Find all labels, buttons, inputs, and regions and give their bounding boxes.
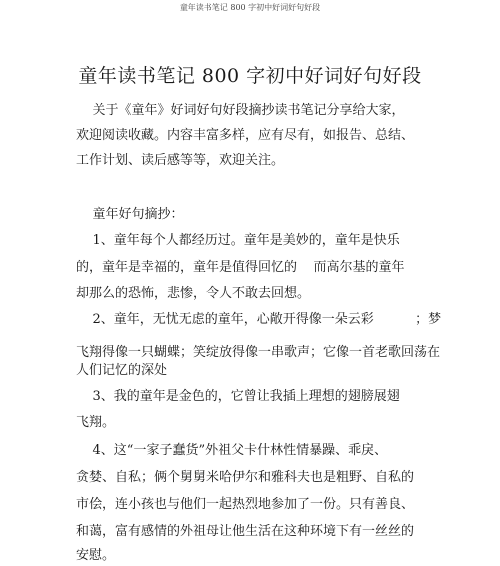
- paragraph-line: 3、我的童年是金色的，它曾让我插上理想的翅膀展翅: [76, 389, 400, 404]
- paragraph-line: 和蔼，富有感情的外祖母让他生活在这种环境下有一丝丝的: [76, 524, 415, 539]
- paragraph-line: 人们记忆的深处: [76, 363, 168, 378]
- paragraph-line: 的，童年是幸福的，童年是值得回忆的 而高尔基的童年: [76, 260, 405, 275]
- paragraph-line: 关于《童年》好词好句好段摘抄读书笔记分享给大家，: [76, 103, 405, 118]
- paragraph-line: 欢迎阅读收藏。内容丰富多样，应有尽有，如报告、总结、: [76, 128, 415, 143]
- section-heading: 童年好句摘抄：: [76, 207, 184, 222]
- paragraph-line: 飞翔得像一只蝴蝶；笑绽放得像一串歌声；它像一首老歌回荡在: [76, 345, 441, 360]
- paragraph-line: 飞翔。: [76, 415, 116, 430]
- paragraph-line: 2、童年，无忧无虑的童年，心敞开得像一朵云彩 ；梦: [76, 312, 442, 327]
- paragraph-line: 1、童年每个人都经历过。童年是美妙的，童年是快乐: [76, 233, 400, 248]
- page-header: 童年读书笔记 800 字初中好词好句好段: [179, 3, 321, 12]
- paragraph-line: 安慰。: [76, 548, 116, 563]
- paragraph-line: 4、这“一家子蠢货”外祖父卡什林性情暴躁、乖戾、: [76, 443, 388, 458]
- paragraph-line: 工作计划、读后感等等，欢迎关注。: [76, 153, 285, 168]
- paragraph-line: 贪婪、自私；俩个舅舅米哈伊尔和雅科夫也是粗野、自私的: [76, 470, 415, 485]
- paragraph-line: 市侩，连小孩也与他们一起热烈地参加了一份。只有善良、: [76, 497, 415, 512]
- document-title: 童年读书笔记 800 字初中好词好句好段: [78, 65, 422, 87]
- paragraph-line: 却那么的恐怖，悲惨，令人不敢去回想。: [76, 286, 311, 301]
